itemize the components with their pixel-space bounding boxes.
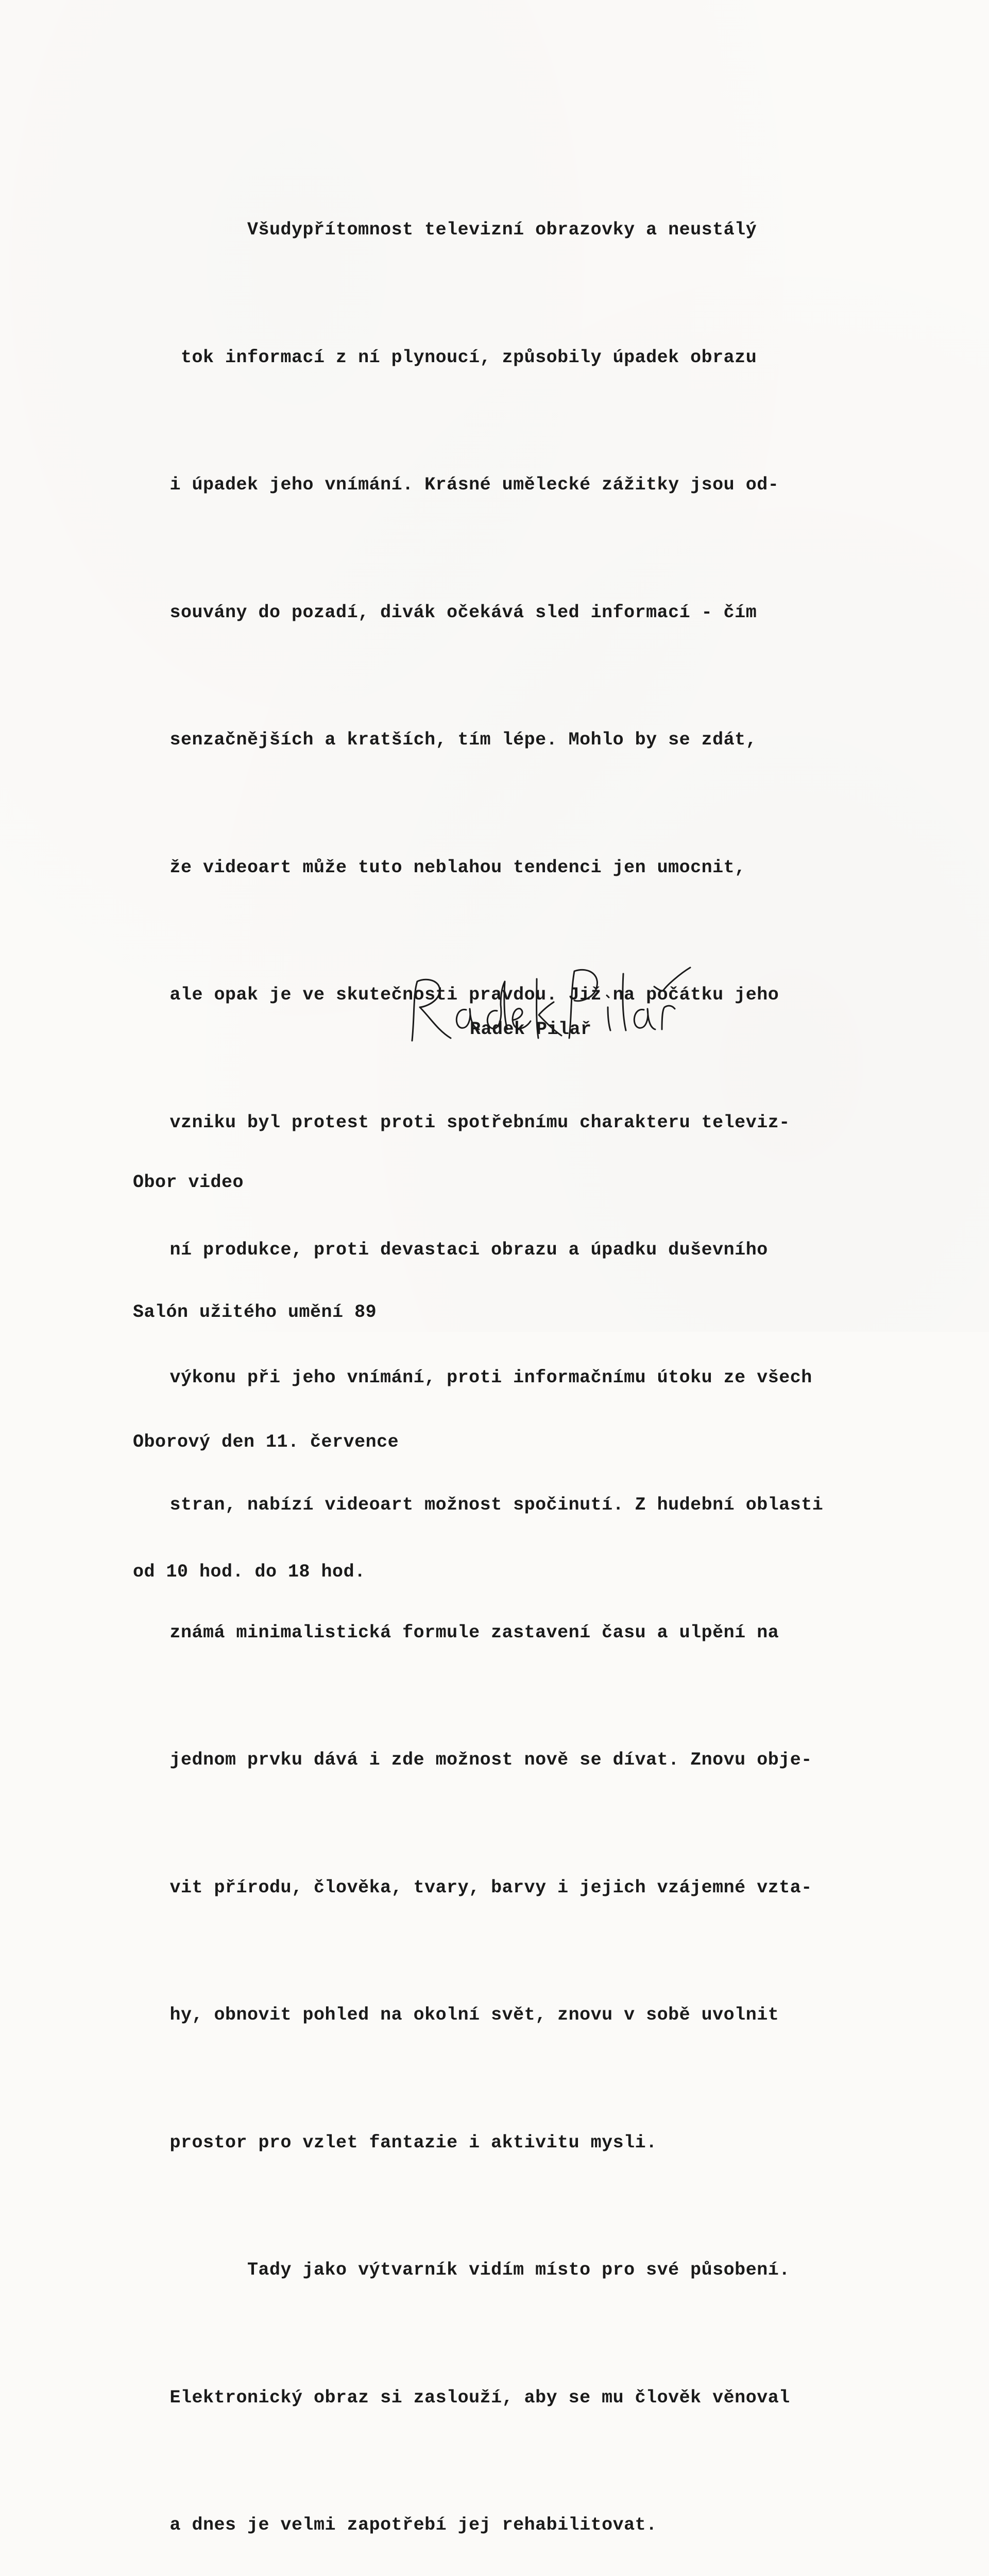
text-line: senzačnějších a kratších, tím lépe. Mohlo by se zdát, [137, 730, 757, 750]
text-line: vzniku byl protest proti spotřebnímu charakteru televiz- [137, 1112, 790, 1133]
text-line: prostor pro vzlet fantazie i aktivitu mysli. [137, 2132, 657, 2153]
text-line: že videoart může tuto neblahou tendenci jen umocnit, [137, 857, 746, 878]
text-line: výkonu při jeho vnímání, proti informačnímu útoku ze všech [137, 1367, 812, 1388]
text-line: vit přírodu, člověka, tvary, barvy i jejich vzájemné vzta- [137, 1877, 812, 1898]
text-line: souvány do pozadí, divák očekává sled informací - čím [137, 602, 757, 623]
text-line: ní produkce, proti devastaci obrazu a úpadku duševního [137, 1240, 768, 1260]
text-line: jednom prvku dává i zde možnost nově se dívat. Znovu obje- [137, 1750, 812, 1770]
text-line: hy, obnovit pohled na okolní svět, znovu v sobě uvolnit [137, 2005, 779, 2025]
footer-line: od 10 hod. do 18 hod. [133, 1562, 366, 1582]
text-line: Tady jako výtvarník vidím místo pro své působení. [137, 2260, 790, 2280]
footer-line: Obor video [133, 1172, 244, 1193]
footer-info [133, 1074, 399, 1680]
signature-drawing [402, 953, 690, 1056]
text-line: i úpadek jeho vnímání. Krásné umělecké zážitky jsou od- [137, 474, 779, 495]
footer-line: Salón užitého umění 89 [133, 1302, 377, 1323]
handwritten-signature [402, 953, 690, 1056]
text-line: tok informací z ní plynoucí, způsobily úpadek obrazu [137, 347, 757, 368]
text-line: známá minimalistická formule zastavení času a ulpění na [137, 1622, 779, 1643]
text-line: Elektronický obraz si zaslouží, aby se mu člověk věnoval [137, 2387, 790, 2408]
typed-signature: Radek Pilař [470, 1019, 592, 1040]
text-line: stran, nabízí videoart možnost spočinutí. Z hudební oblasti [137, 1495, 824, 1515]
text-line: ale opak je ve skutečnosti pravdou. Již na počátku jeho [137, 985, 779, 1005]
footer-line: Oborový den 11. července [133, 1432, 399, 1452]
text-line: Všudypřítomnost televizní obrazovky a neustálý [137, 219, 757, 240]
text-line: a dnes je velmi zapotřebí jej rehabilitovat. [137, 2515, 657, 2535]
